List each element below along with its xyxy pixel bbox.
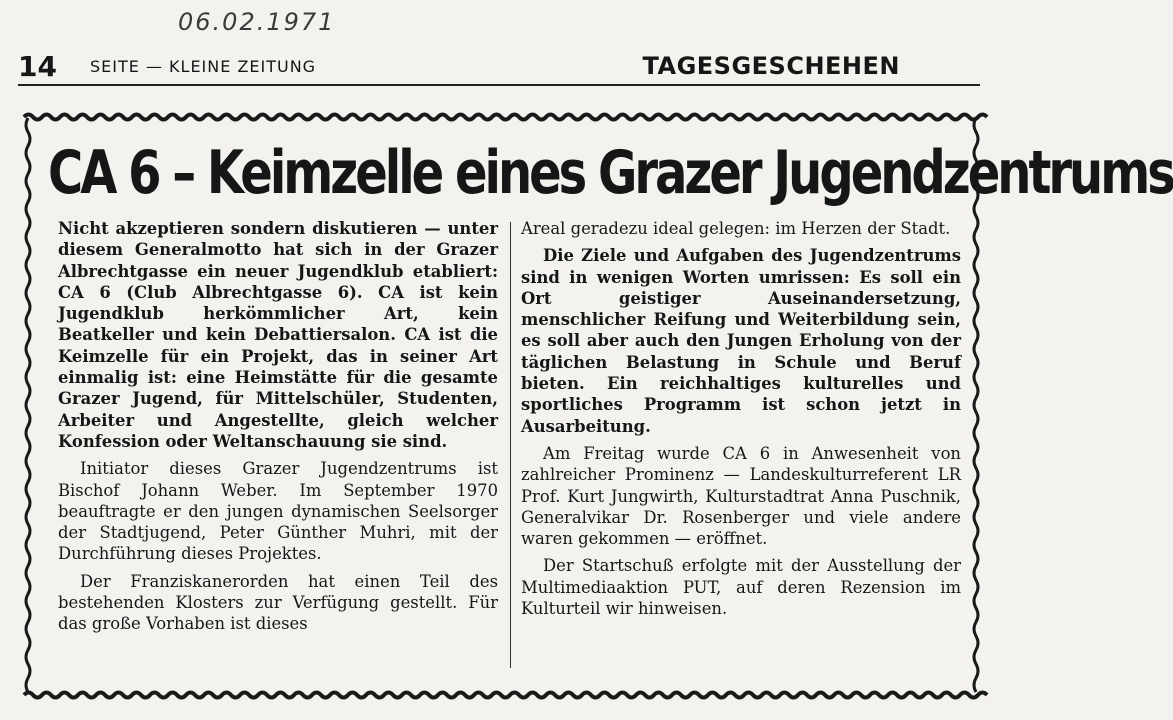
article-paragraph: Initiator dieses Grazer Jugendzentrums ist Bischof Johann Weber. Im September 1970 beauftragte er den jungen dynamischen Seelsorger der Stadtjugend, Peter Günther Muhri, mit der Durchführung dieses Projektes. [58, 459, 498, 564]
frame-top-border [24, 110, 982, 124]
article-paragraph: Der Startschuß erfolgte mit der Ausstellung der Multimediaaktion PUT, auf deren Rezension im Kulturteil wir hinweisen. [521, 556, 961, 619]
article-column-left [58, 218, 498, 641]
article-paragraph: Am Freitag wurde CA 6 in Anwesenheit von zahlreicher Prominenz — Landeskulturreferent LR Prof. Kurt Jungwirth, Kulturstadtrat Anna Puschnik, Generalvikar Dr. Rosenberger und viele andere waren gekommen — eröffnet. [521, 443, 961, 549]
article-paragraph: Die Ziele und Aufgaben des Jugendzentrums sind in wenigen Worten umrissen: Es soll ein Ort geistiger Auseinandersetzung, menschlicher Reifung und Weiterbildung sein, es soll aber auch den Jungen Erholung von der täglichen Belastung in Schule und Beruf bieten. Ein reichhaltiges kulturelles und sportliches Programm ist schon jetzt in Ausarbeitung. [521, 246, 961, 436]
section-title: TAGESGESCHEHEN [642, 52, 900, 80]
page-header [18, 50, 980, 83]
article-headline: CA 6 – Keimzelle eines Grazer Jugendzentrums [48, 138, 1173, 208]
header-rule [18, 84, 980, 86]
frame-bottom-border [24, 688, 982, 702]
column-divider [510, 222, 511, 668]
page-label: SEITE — KLEINE ZEITUNG [90, 57, 317, 76]
article-paragraph: Der Franziskanerorden hat einen Teil des bestehenden Klosters zur Verfügung gestellt. Für das große Vorhaben ist dieses [58, 571, 498, 634]
article-column-right [521, 218, 961, 625]
frame-left-border [22, 118, 34, 688]
article-paragraph: Areal geradezu ideal gelegen: im Herzen der Stadt. [521, 219, 951, 238]
article-paragraph: Nicht akzeptieren sondern diskutieren — unter diesem Generalmotto hat sich in der Grazer Albrechtgasse ein neuer Jugendklub etabliert: CA 6 (Club Albrechtgasse 6). CA ist kein Jugendklub herkömmlicher Art, kein Beatkeller und kein Debattiersalon. CA ist die Keimzelle für ein Projekt, das in seiner Art einmalig ist: eine Heimstätte für die gesamte Grazer Jugend, für Mittelschüler, Studenten, Arbeiter und Angestellte, gleich welcher Konfession oder Weltanschauung sie sind. [58, 219, 498, 451]
handwritten-date: 06.02.1971 [178, 8, 336, 36]
page-number: 14 [18, 50, 57, 83]
